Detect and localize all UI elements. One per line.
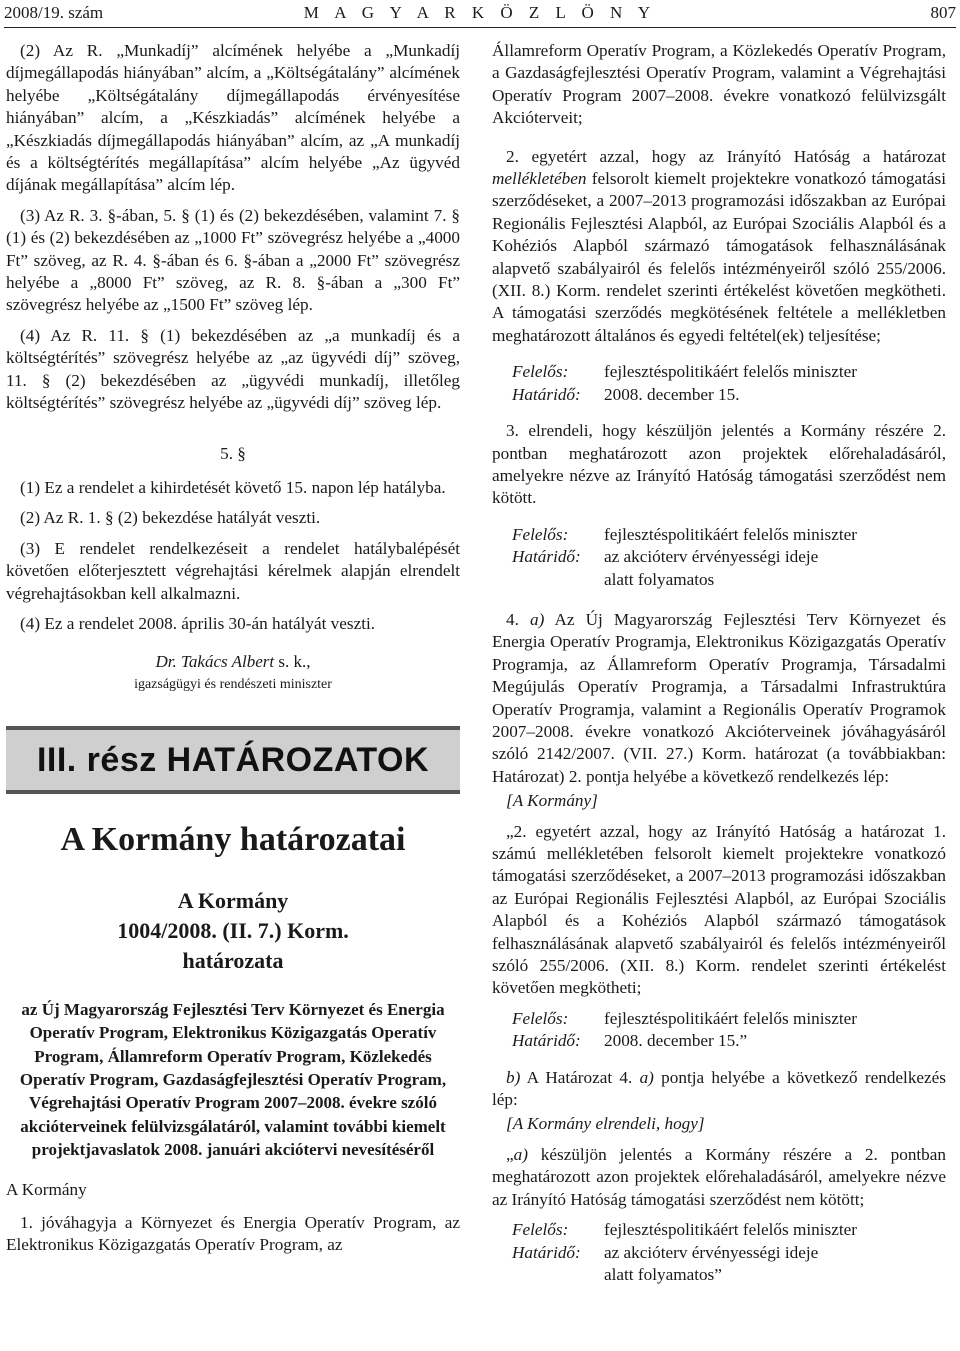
paragraph: (4) Ez a rendelet 2008. április 30-án hatályát veszti. [20, 613, 376, 633]
page-number: 807 [930, 3, 956, 22]
signatory-suffix: s. k., [274, 652, 311, 672]
left-column [6, 40, 460, 1264]
paragraph [492, 146, 946, 348]
responsible-value: fejlesztéspolitikáért felelős miniszter [604, 1008, 857, 1028]
paragraph: 3. elrendeli, hogy készüljön jelentés a Kormány részére 2. pontban meghatározott azon projektek előrehaladásáról, amelyekre nézve az Irányító Hatóság támogatási szerződést nem kötött. [492, 421, 946, 508]
text-run-italic: b) [506, 1067, 521, 1087]
paragraph: A Kormány [6, 1180, 87, 1200]
signature [6, 651, 460, 673]
paragraph: (3) Az R. 3. §-ában, 5. § (1) és (2) bekezdésében, valamint 7. § (1) és (2) bekezdésében az „1000 Ft” szövegrész helyébe a „4000 Ft” szöveg, az R. 4. §-ában és 6. §-ában a „2000 Ft” szövegrész helyébe a „8000 Ft” szöveg, az R. 8. §-ában a „300 Ft” szövegrész helyébe az „1500 Ft” szöveg lép. [6, 205, 460, 315]
text-run-italic: a) [513, 1144, 528, 1164]
decision-issuer: A Kormány [177, 888, 289, 914]
paragraph: 1. jóváhagyja a Környezet és Energia Operatív Program, az Elektronikus Közigazgatás Operatív Program, az [6, 1212, 460, 1255]
issue-number: 2008/19. szám [4, 3, 104, 22]
text-run-italic: a) [530, 609, 545, 629]
decision-number: 1004/2008. (II. 7.) Korm. [117, 918, 349, 944]
text-run: 2. egyetért azzal, hogy az Irányító Hatóság a határozat [506, 146, 946, 166]
responsible-label: Felelős: [512, 1008, 569, 1028]
journal-title: M A G Y A R K Ö Z L Ö N Y [303, 3, 657, 22]
paragraph [492, 609, 946, 788]
text-run: pontja helyébe a következő rendelkezés lép: [492, 1067, 946, 1110]
text-run: készüljön jelentés a Kormány részére a 2. pontban meghatározott azon projektek előrehaladásáról, amelyekre nézve az Irányító Hatóság támogatási szerződést nem kötött; [492, 1144, 946, 1209]
responsible-label: Felelős: [512, 524, 569, 544]
section-number: 5. § [220, 443, 246, 463]
responsibility-block [512, 1008, 946, 1053]
section-title: A Kormány határozatai [60, 821, 406, 859]
header-rule [4, 27, 956, 28]
deadline-value: az akcióterv érvényességi ideje alatt folyamatos” [604, 1242, 819, 1284]
deadline-label: Határidő: [512, 384, 581, 404]
responsible-value: fejlesztéspolitikáért felelős miniszter [604, 1220, 857, 1240]
part-heading-box [6, 726, 460, 794]
part-heading: III. rész HATÁROZATOK [36, 740, 430, 779]
bracket-text: [A Kormány elrendeli, hogy] [506, 1114, 705, 1134]
deadline-value: 2008. december 15.” [604, 1031, 748, 1051]
right-column [492, 40, 946, 1300]
paragraph: (3) E rendelet rendelkezéseit a rendelet hatálybalépését követően előterjesztett végrehajtási kérelmek alapján elrendelt végrehajtásokban kell alkalmazni. [6, 538, 460, 603]
text-run: 4. [506, 609, 530, 629]
paragraph: (2) Az R. „Munkadíj” alcímének helyébe a „Munkadíj díjmegállapodás hiányában” alcím, a „Költségátalány” alcímének helyébe „Költségátalány díjmegállapodás érvényesítése hiányában” alcím, a „Készkiadás” alcímének helyébe a „Készkiadás díjmegállapodás hiányában” alcím, az „A munkadíj és a költségtérítés megállapítása” alcím helyébe „Az ügyvéd díjának megállapítása” alcím lép. [6, 41, 460, 195]
deadline-value: az akcióterv érvényességi ideje alatt folyamatos [604, 547, 819, 589]
text-run: A Határozat 4. [520, 1067, 640, 1087]
text-run: Az Új Magyarország Fejlesztési Terv Környezet és Energia Operatív Programja, Elektronikus Közigazgatás Operatív Programja, az Államreform Operatív Programja, Társadalmi Megújulás Operatív Programja, a Társadalmi Infrastruktúra Operatív Programja, valamint a Regionális Operatív Programok 2007–2008. évekre vonatkozó Akcióterveinek jóváhagyásáról szóló 2142/2007. (VII. 27.) Korm. határozat (a továbbiakban: Határozat) 2. pontja helyébe a következő rendelkezés lép: [492, 609, 947, 786]
bracket-text: [A Kormány] [506, 791, 598, 811]
signatory-name: Dr. Takács Albert [155, 652, 275, 672]
deadline-label: Határidő: [512, 547, 581, 567]
text-run-italic: a) [639, 1067, 654, 1087]
decision-type: határozata [182, 948, 284, 974]
deadline-label: Határidő: [512, 1242, 581, 1262]
responsibility-block [512, 361, 946, 406]
deadline-value: 2008. december 15. [604, 384, 740, 404]
responsible-label: Felelős: [512, 1220, 569, 1240]
page-header [4, 2, 956, 26]
paragraph: „2. egyetért azzal, hogy az Irányító Hatóság a határozat 1. számú mellékletében felsorolt kiemelt projektekre vonatkozó támogatási szerződéseket, a 2007–2013 programozási időszakban az Európai Regionális Fejlesztési Alapból, az Európai Szociális Alapból és a Kohéziós Alapból származó támogatások felhasználásának alapvető szabályairól és felelős intézményeiről szóló 255/2006. (XII. 8.) Korm. rendelet szerinti értékelést követően megkötheti; [492, 821, 946, 998]
paragraph: (4) Az R. 11. § (1) bekezdésében az „a munkadíj és a költségtérítés” szövegrész helyébe az „az ügyvédi díj” szöveg, 11. § (2) bekezdésében az „ügyvédi munkadíj, illetőleg költségtérítés” szövegrész helyébe az „ügyvédi díj” szöveg lép. [6, 325, 460, 413]
paragraph: (2) Az R. 1. § (2) bekezdése hatályát veszti. [20, 508, 321, 528]
paragraph [492, 1067, 946, 1112]
text-run: „ [506, 1144, 514, 1164]
paragraph: Államreform Operatív Program, a Közlekedés Operatív Program, a Gazdaságfejlesztési Operatív Program, valamint a Végrehajtási Operatív Program 2007–2008. évekre vonatkozó felülvizsgált Akcióterveit; [492, 41, 946, 128]
text-run-italic: mellékletében [492, 169, 587, 189]
responsible-value: fejlesztéspolitikáért felelős miniszter [604, 362, 857, 382]
decision-subject: az Új Magyarország Fejlesztési Terv Környezet és Energia Operatív Program, Elektronikus Közigazgatás Operatív Program, Államreform Operatív Program, Közlekedés Operatív Program, Gazdaságfejlesztési Operatív Program, Végrehajtási Operatív Program 2007–2008. évekre szóló akcióterveinek felülvizsgálatáról, valamint további kiemelt projektjavaslatok 2008. januári akciótervi nevesítéséről [19, 1000, 447, 1159]
responsibility-block [512, 1219, 946, 1286]
paragraph [492, 1144, 946, 1211]
signatory-title: igazságügyi és rendészeti miniszter [134, 676, 332, 692]
responsibility-block [512, 524, 946, 591]
paragraph: (1) Ez a rendelet a kihirdetését követő 15. napon lép hatályba. [20, 477, 446, 497]
responsible-label: Felelős: [512, 362, 569, 382]
deadline-label: Határidő: [512, 1031, 581, 1051]
responsible-value: fejlesztéspolitikáért felelős miniszter [604, 524, 857, 544]
text-run: felsorolt kiemelt projektekre vonatkozó támogatási szerződéseket, a 2007–2013 programozási időszakban az Európai Regionális Fejlesztési Alapból, az Európai Szociális Alapból és a Kohéziós Alapból származó támogatások felhasználásának alapvető szabályairól és felelős intézményeiről szóló 255/2006. (XII. 8.) Korm. rendelet szerinti értékelést követően megkötheti. A támogatási szerződés megkötésének feltétele a mellékletben meghatározott általános és egyedi feltétel(ek) teljesítése; [492, 169, 946, 345]
